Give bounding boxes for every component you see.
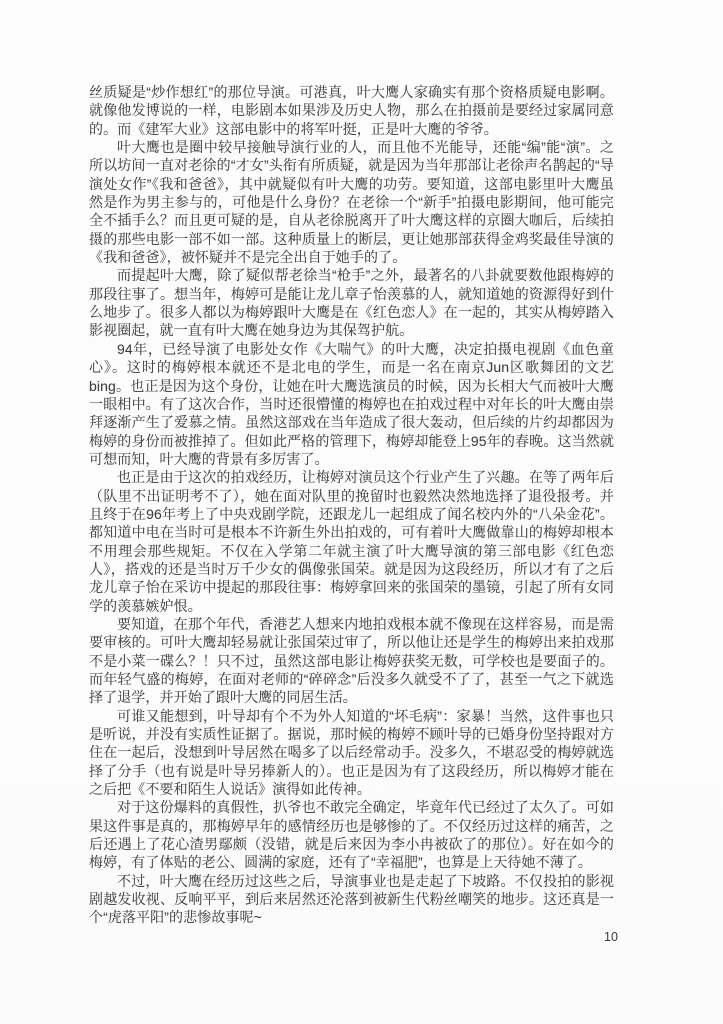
page-number: 10: [604, 930, 618, 944]
paragraph: 也正是由于这次的拍戏经历，让梅婷对演员这个行业产生了兴趣。在等了两年后（队里不出证明考不了），她在面对队里的挽留时也毅然决然地选择了退役报考。并且终于在96年考上了中央戏剧学院，还跟龙儿一起组成了闻名校内外的“八朵金花”。都知道中电在当时可是根本不许新生外出拍戏的，可有着叶大鹰做靠山的梅婷却根本不用理会那些规矩。不仅在入学第二年就主演了叶大鹰导演的第三部电影《红色恋人》，搭戏的还是当时万千少女的偶像张国荣。就是因为这段经历，所以才有了之后龙儿章子怡在采访中提起的那段往事：梅婷拿回来的张国荣的墨镜，引起了所有女同学的羡慕嫉妒恨。: [89, 469, 614, 614]
paragraph: 要知道，在那个年代，香港艺人想来内地拍戏根本就不像现在这样容易，而是需要审核的。可叶大鹰却轻易就让张国荣过审了，所以他让还是学生的梅婷出来拍戏那不是小菜一碟么？！只不过，虽然这部电影让梅婷获奖无数，可学校也是要面子的。而年轻气盛的梅婷，在面对老师的“碎碎念”后没多久就受不了了，甚至一气之下就选择了退学，并开始了跟叶大鹰的同居生活。: [89, 615, 614, 706]
paragraph: 丝质疑是“炒作想红”的那位导演。可港真，叶大鹰人家确实有那个资格质疑电影啊。就像他发博说的一样，电影剧本如果涉及历史人物，那么在拍摄前是要经过家属同意的。而《建军大业》这部电影中的将军叶挺，正是叶大鹰的爷爷。: [89, 84, 614, 137]
paragraph: 可谁又能想到，叶导却有个不为外人知道的“坏毛病”：家暴！当然，这件事也只是听说，并没有实质性证据了。据说，那时候的梅婷不顾叶导的已婚身份坚持跟对方住在一起后，没想到叶导居然在喝多了以后经常动手。没多久，不堪忍受的梅婷就选择了分手（也有说是叶导另捧新人的）。也正是因为有了这段经历，所以梅婷才能在之后把《不要和陌生人说话》演得如此传神。: [89, 707, 614, 798]
paragraph: 叶大鹰也是圈中较早接触导演行业的人，而且他不光能导，还能“编”能“演”。之所以坊间一直对老徐的“才女”头衔有所质疑，就是因为当年那部让老徐声名鹊起的“导演处女作”《我和爸爸》，其中就疑似有叶大鹰的功劳。要知道，这部电影里叶大鹰虽然是作为男主参与的，可他是什么身份？在老徐一个“新手”拍摄电影期间，他可能完全不插手么？而且更可疑的是，自从老徐脱离开了叶大鹰这样的京圈大咖后，后续拍摄的那些电影一部不如一部。这种质量上的断层，更让她那部获得金鸡奖最佳导演的《我和爸爸》，被怀疑并不是完全出自于她手的了。: [89, 139, 614, 266]
paragraph: 对于这份爆料的真假性，扒爷也不敢完全确定，毕竟年代已经过了太久了。可如果这件事是真的，那梅婷早年的感情经历也是够惨的了。不仅经历过这样的痛苦，之后还遇上了花心渣男鄢颇（没错，就是后来因为李小冉被砍了的那位）。好在如今的梅婷，有了体贴的老公、圆满的家庭，还有了“幸福肥”，也算是上天待她不薄了。: [89, 799, 614, 871]
article-body: [89, 83, 614, 927]
paragraph: 而提起叶大鹰，除了疑似帮老徐当“枪手”之外，最著名的八卦就要数他跟梅婷的那段往事了。想当年，梅婷可是能让龙儿章子怡羡慕的人，就知道她的资源得好到什么地步了。很多人都以为梅婷跟叶大鹰是在《红色恋人》在一起的，其实从梅婷踏入影视圈起，就一直有叶大鹰在她身边为其保驾护航。: [89, 267, 614, 339]
paragraph: 94年，已经导演了电影处女作《大喘气》的叶大鹰，决定拍摄电视剧《血色童心》。这时的梅婷根本就还不是北电的学生，而是一名在南京Jun区歌舞团的文艺bing。也正是因为这个身份，让她在叶大鹰选演员的时候，因为长相大气而被叶大鹰一眼相中。有了这次合作，当时还很懵懂的梅婷也在拍戏过程中对年长的叶大鹰由崇拜逐渐产生了爱慕之情。虽然这部戏在当年造成了很大轰动，但后续的片约却都因为梅婷的身份而被推掉了。但如此严格的管理下，梅婷却能登上95年的春晚。这当然就可想而知，叶大鹰的背景有多厉害了。: [89, 340, 614, 467]
paragraph: 不过，叶大鹰在经历过这些之后，导演事业也是走起了下坡路。不仅投拍的影视剧越发收视、反响平平，到后来居然还沦落到被新生代粉丝嘲笑的地步。这还真是一个“虎落平阳”的悲惨故事呢~: [89, 872, 614, 926]
